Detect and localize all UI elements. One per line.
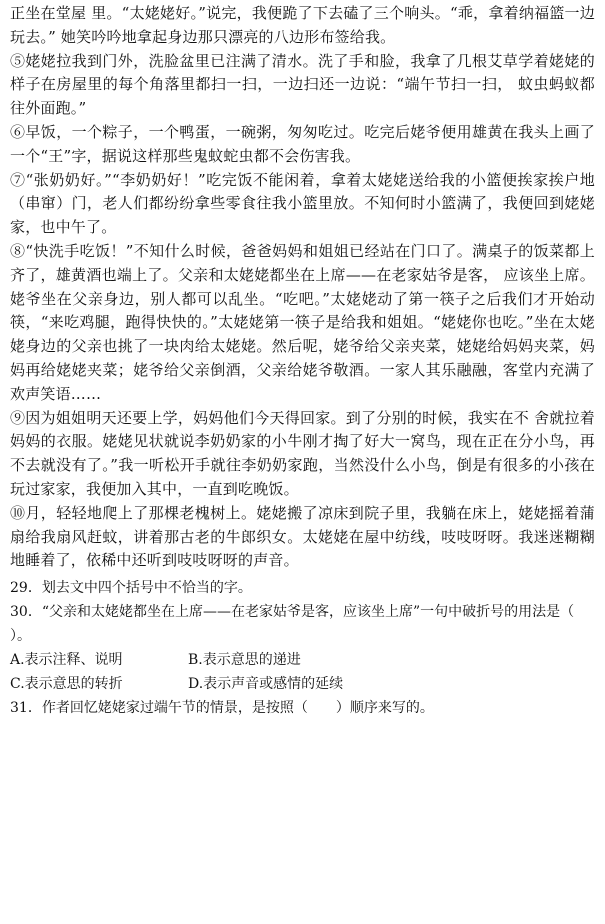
question-30: 30．“父亲和太姥姥都坐在上席——在老家姑爷是客，应该坐上席”一句中破折号的用法是（ ）。 <box>10 604 603 645</box>
option-d: D.表示声音或感情的延续 <box>188 676 344 693</box>
option-b: B.表示意思的递进 <box>188 652 301 669</box>
passage-paragraph-6: ⑥早饭，一个粽子，一个鸭蛋，一碗粥，匆匆吃过。吃完后姥爷便用雄黄在我头上画了一个“王”字，据说这样那些鬼蚊蛇虫都不会伤害我。 <box>10 122 595 165</box>
passage-paragraph-9: ⑨因为姐姐明天还要上学，妈妈他们今天得回家。到了分别的时候，我实在不 舍就拉着妈妈的衣服。姥姥见状就说李奶奶家的小牛刚才掏了好大一窝鸟，现在正在分小鸟，再不去就没有了。”我一听松开手就往李奶奶家跑，当然没什么小鸟，倒是有很多的小孩在玩过家家，我便加入其中，一直到吃晚饭。 <box>10 408 595 498</box>
question-29: 29．划去文中四个括号中不恰当的字。 <box>10 580 252 597</box>
option-c: C.表示意思的转折 <box>10 676 123 693</box>
question-30-options-row-2 <box>10 672 595 696</box>
passage-paragraph-5: ⑤姥姥拉我到门外，洗脸盆里已注满了清水。洗了手和脸，我拿了几根艾草学着姥姥的样子在房屋里的每个角落里都扫一扫，一边扫还一边说：“端午节扫一扫， 蚊虫蚂蚁都往外面跑。” <box>10 51 595 118</box>
question-30-options-row-1 <box>10 648 595 672</box>
passage-paragraph-7: ⑦“张奶奶好。”“李奶奶好！”吃完饭不能闲着，拿着太姥姥送给我的小篮便挨家挨户地（串窜）门，老人们都纷纷拿些零食往我小篮里放。不知何时小篮满了，我便回到姥姥家，也中午了。 <box>10 170 595 237</box>
passage-paragraph-continued: 正坐在堂屋 里。“太姥姥好。”说完，我便跪了下去磕了三个响头。“乖，拿着纳福篮一边玩去。” 她笑吟吟地拿起身边那只漂亮的八边形布签给我。 <box>10 4 595 46</box>
passage-paragraph-10: ⑩月，轻轻地爬上了那棵老槐树上。姥姥搬了凉床到院子里，我躺在床上，姥姥摇着蒲扇给我扇风赶蚊，讲着那古老的牛郎织女。太姥姥在屋中纺线，吱吱呀呀。我迷迷糊糊地睡着了，依稀中还听到吱吱呀呀的声音。 <box>10 503 595 570</box>
passage-paragraph-8: ⑧“快洗手吃饭！”不知什么时候，爸爸妈妈和姐姐已经站在门口了。满桌子的饭菜都上齐了，雄黄酒也端上了。父亲和太姥姥都坐在上席——在老家姑爷是客， 应该坐上席。姥爷坐在父亲身边，别人都可以乱坐。“吃吧。”太姥姥动了第一筷子之后我们才开始动筷，“来吃鸡腿，跑得快快的。”太姥姥第一筷子是给我和姐姐。“姥姥你也吃。”坐在太姥姥身边的父亲也挑了一块肉给太姥姥。然后呢，姥爷给父亲夹菜，姥姥给妈妈夹菜，妈妈再给姥姥夹菜；姥爷给父亲倒酒，父亲给姥爷敬酒。一家人其乐融融，客堂内充满了欢声笑语…… <box>10 241 595 403</box>
option-a: A.表示注释、说明 <box>10 652 123 669</box>
question-31: 31．作者回忆姥姥家过端午节的情景，是按照（ ）顺序来写的。 <box>10 700 434 717</box>
